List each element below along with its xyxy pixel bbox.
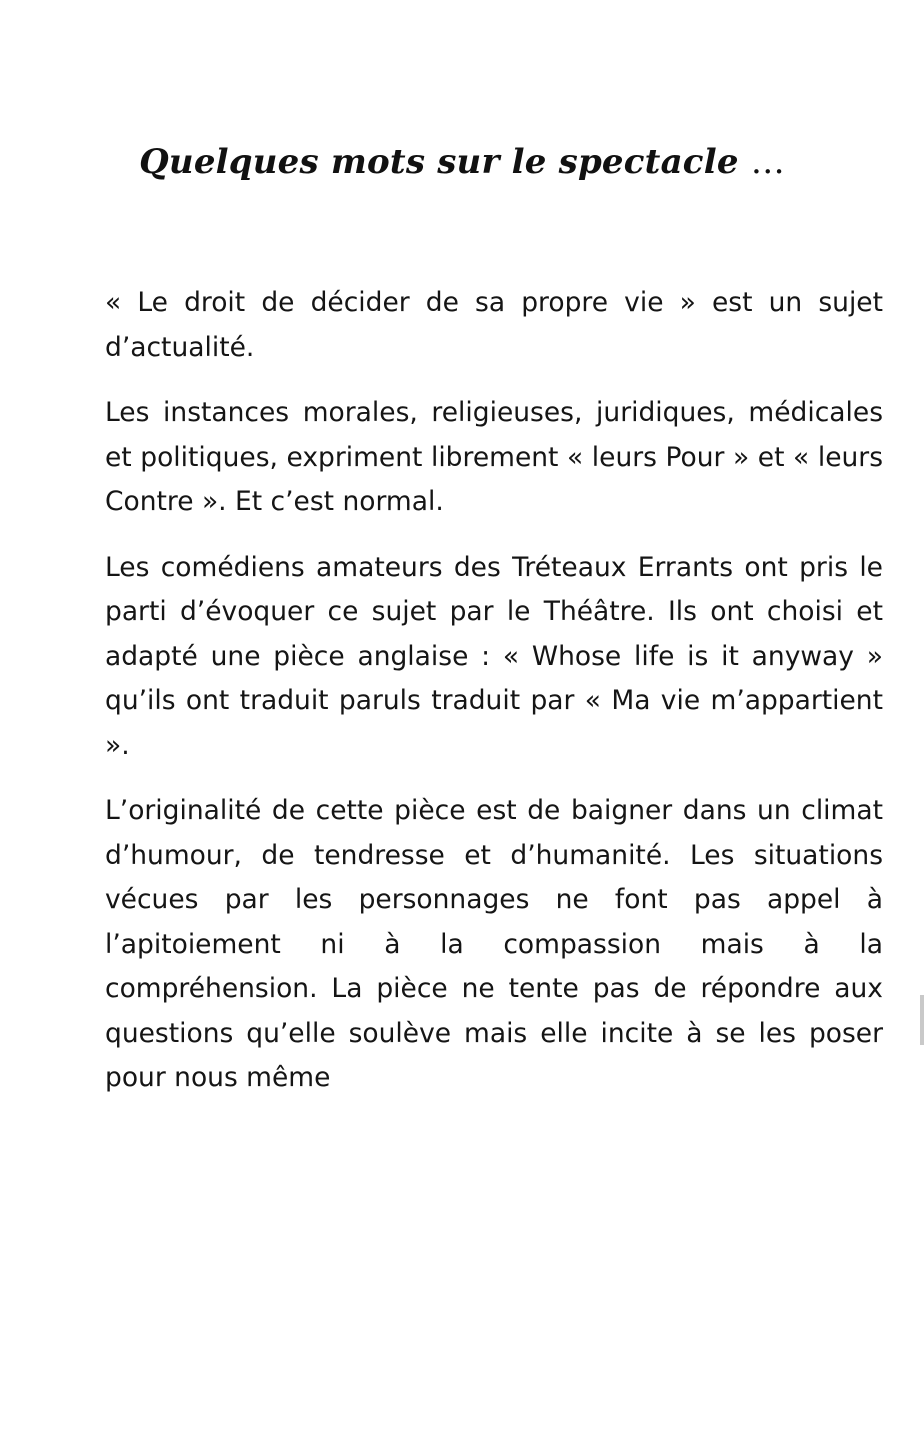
body-text — [105, 281, 883, 1122]
page-title — [0, 140, 924, 184]
paragraph-3: Les comédiens amateurs des Tréteaux Errants ont pris le parti d’évoquer ce sujet par le Théâtre. Ils ont choisi et adapté une pièce anglaise : « Whose life is it anyway » qu’ils ont traduit paruls traduit par « Ma vie m’appartient ». — [105, 551, 883, 761]
page-edge-mark — [920, 995, 924, 1045]
page-title-ellipsis: … — [750, 142, 785, 182]
paragraph-4: L’originalité de cette pièce est de baigner dans un climat d’humour, de tendresse et d’humanité. Les situations vécues par les personnages ne font pas appel à l’apitoiement ni à la compassion mais à la compréhension. La pièce ne tente pas de répondre aux questions qu’elle soulève mais elle incite à se les poser pour nous même — [105, 795, 883, 1093]
page-title-text: Quelques mots sur le spectacle — [139, 142, 751, 182]
paragraph-1: « Le droit de décider de sa propre vie » est un sujet d’actualité. — [105, 287, 883, 363]
paragraph-2: Les instances morales, religieuses, juridiques, médicales et politiques, expriment librement « leurs Pour » et « leurs Contre ». Et c’est normal. — [105, 397, 883, 517]
